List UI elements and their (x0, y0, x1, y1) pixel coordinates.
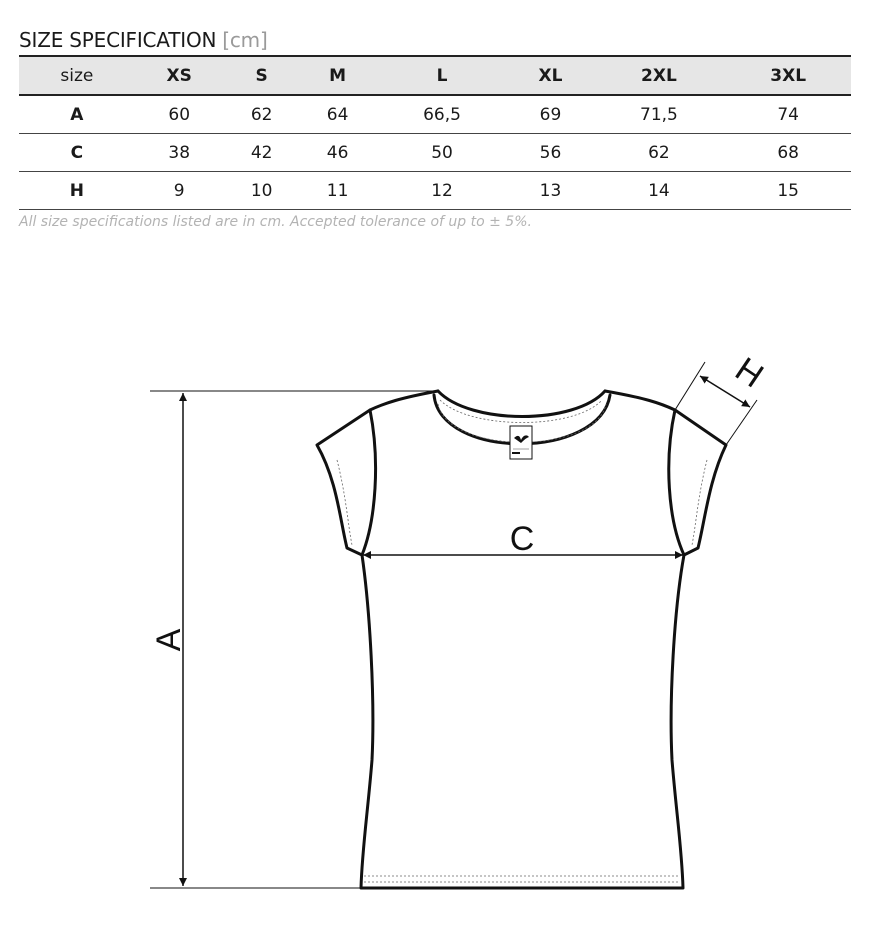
table-cell: 10 (224, 172, 300, 210)
header-size-s: S (224, 56, 300, 95)
dimension-h (675, 350, 770, 445)
table-cell: 62 (224, 95, 300, 134)
table-cell: 56 (508, 134, 592, 172)
dimension-a (150, 391, 438, 888)
row-label: H (19, 172, 135, 210)
table-cell: 38 (135, 134, 224, 172)
table-cell: 62 (593, 134, 726, 172)
table-cell: 13 (508, 172, 592, 210)
tshirt-outline (317, 391, 726, 888)
table-cell: 66,5 (376, 95, 509, 134)
table-cell: 71,5 (593, 95, 726, 134)
row-label: A (19, 95, 135, 134)
label-a: A (150, 628, 188, 652)
table-cell: 11 (300, 172, 376, 210)
table-cell: 42 (224, 134, 300, 172)
table-cell: 69 (508, 95, 592, 134)
tolerance-note: All size specifications listed are in cm. Accepted tolerance of up to ± 5%. (19, 214, 532, 230)
table-cell: 14 (593, 172, 726, 210)
table-cell: 74 (725, 95, 851, 134)
table-cell: 64 (300, 95, 376, 134)
stitching (337, 400, 707, 882)
header-size-m: M (300, 56, 376, 95)
brand-tag-icon (510, 426, 532, 459)
table-cell: 50 (376, 134, 509, 172)
header-size-l: L (376, 56, 509, 95)
header-size-xl: XL (508, 56, 592, 95)
table-cell: 12 (376, 172, 509, 210)
header-size-3xl: 3XL (725, 56, 851, 95)
dimension-c (363, 520, 683, 558)
row-label: C (19, 134, 135, 172)
header-size-label: size (19, 56, 135, 95)
table-cell: 9 (135, 172, 224, 210)
table-cell: 60 (135, 95, 224, 134)
title-unit: [cm] (222, 28, 268, 52)
table-cell: 68 (725, 134, 851, 172)
title-main: SIZE SPECIFICATION (19, 28, 217, 52)
label-h: H (728, 350, 770, 396)
table-cell: 15 (725, 172, 851, 210)
label-c: C (509, 520, 535, 558)
header-size-xs: XS (135, 56, 224, 95)
header-size-2xl: 2XL (593, 56, 726, 95)
table-cell: 46 (300, 134, 376, 172)
